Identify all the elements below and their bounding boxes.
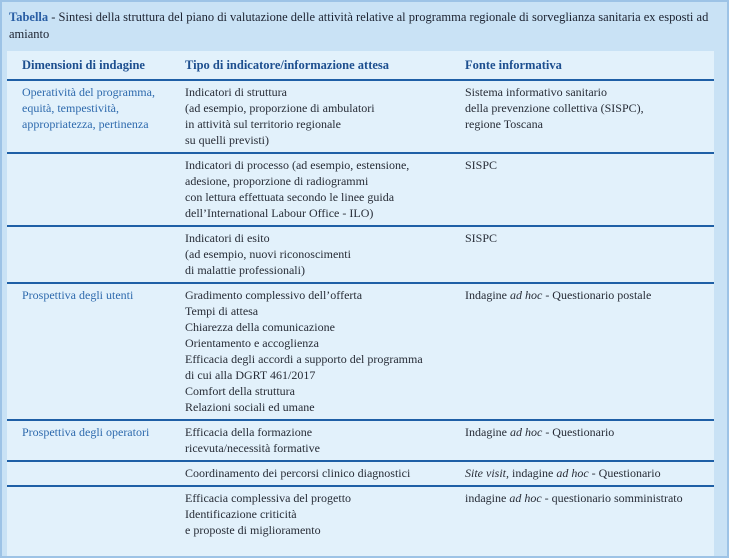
table-row [7,227,714,284]
source-cell: Indagine ad hoc - Questionario postale [465,288,652,302]
indicator-cell: Efficacia della formazione ricevuta/necessità formative [185,425,320,455]
dimension-cell: Operatività del programma, equità, tempestività, appropriatezza, pertinenza [22,85,155,131]
dimension-cell [7,490,185,538]
table-row [7,462,714,487]
indicator-cell: Indicatori di struttura (ad esempio, proporzione di ambulatori in attività sul territorio regionale su quelli previsti) [185,85,375,147]
table-row [7,421,714,462]
table-caption-text: - Sintesi della struttura del piano di valutazione delle attività relative al programma regionale di sorveglianza sanitaria ex esposti ad amianto [9,10,709,41]
table-body [7,81,714,542]
dimension-cell [7,230,185,278]
dimension-cell [7,465,185,481]
source-cell: indagine ad hoc - questionario somministrato [465,491,683,505]
table-row [7,487,714,542]
source-cell: SISPC [465,231,498,245]
table-row [7,284,714,421]
table-caption-label: Tabella [9,10,49,24]
table-row [7,154,714,227]
dimension-cell: Prospettiva degli utenti [22,288,134,302]
column-header-dimensioni: Dimensioni di indagine [22,58,145,72]
source-cell: Site visit, indagine ad hoc - Questionario [465,466,661,480]
table-row [7,81,714,154]
indicator-cell: Indicatori di processo (ad esempio, estensione, adesione, proporzione di radiogrammi con lettura effettuata secondo le linee guida dell’International Labour Office - ILO) [185,158,410,220]
table-header-row [7,51,714,81]
indicator-cell: Coordinamento dei percorsi clinico diagnostici [185,466,411,480]
column-header-fonte: Fonte informativa [465,58,562,72]
table-caption [2,2,727,48]
source-cell: Sistema informativo sanitario della prevenzione collettiva (SISPC), regione Toscana [465,85,644,131]
source-cell: Indagine ad hoc - Questionario [465,425,615,439]
dimension-cell [7,157,185,221]
indicator-cell: Efficacia complessiva del progetto Identificazione criticità e proposte di miglioramento [185,491,352,537]
indicator-cell: Indicatori di esito (ad esempio, nuovi riconoscimenti di malattie professionali) [185,231,351,277]
column-header-tipo-indicatore: Tipo di indicatore/informazione attesa [185,58,390,72]
indicator-cell: Gradimento complessivo dell’offerta Tempi di attesa Chiarezza della comunicazione Orientamento e accoglienza Efficacia degli accordi a supporto del programma di cui alla DGRT 461/2017 Comfort della struttura Relazioni sociali ed umane [185,288,423,414]
evaluation-table [7,51,714,556]
dimension-cell: Prospettiva degli operatori [22,425,150,439]
source-cell: SISPC [465,158,498,172]
